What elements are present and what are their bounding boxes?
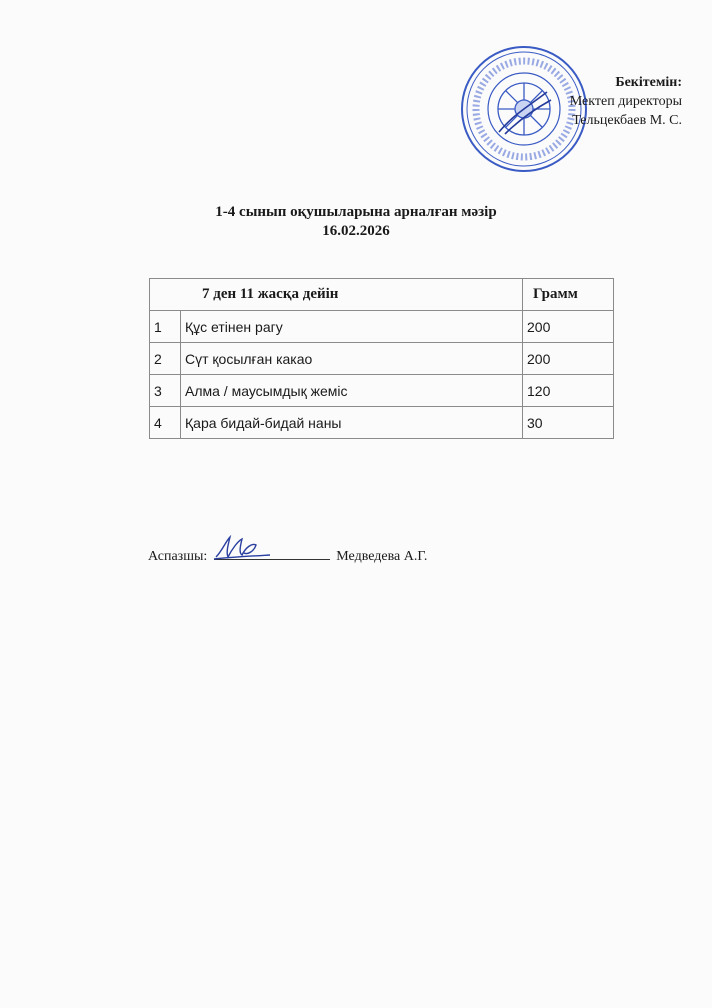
table-header-row [150,279,614,311]
approval-position: Мектеп директоры [569,94,682,109]
row-number: 4 [150,407,181,439]
signature-label: Аспазшы: [148,549,208,564]
title-line: 1-4 сынып оқушыларына арналған мәзір [215,204,497,220]
row-number: 3 [150,375,181,407]
title-date: 16.02.2026 [322,223,390,239]
table-row [150,407,614,439]
row-item: Алма / маусымдық жеміс [181,375,523,407]
table-row [150,375,614,407]
table-row [150,343,614,375]
row-gram: 30 [523,407,614,439]
approval-heading: Бекітемін: [615,75,682,90]
row-number: 2 [150,343,181,375]
signature-field [214,545,330,560]
menu-table [149,278,614,439]
header-age-group: 7 ден 11 жасқа дейін [150,279,523,311]
header-gram: Грамм [523,279,614,311]
row-gram: 200 [523,343,614,375]
approval-name: Тельцекбаев М. С. [572,113,682,128]
row-gram: 120 [523,375,614,407]
document-title [0,203,712,241]
table-row [150,311,614,343]
row-number: 1 [150,311,181,343]
handwritten-signature [212,533,272,563]
row-item: Сүт қосылған какао [181,343,523,375]
row-gram: 200 [523,311,614,343]
signature-line [148,545,427,566]
row-item: Қара бидай-бидай наны [181,407,523,439]
row-item: Құс етінен рагу [181,311,523,343]
approval-block [570,73,682,130]
signature-name: Медведева А.Г. [336,549,428,564]
